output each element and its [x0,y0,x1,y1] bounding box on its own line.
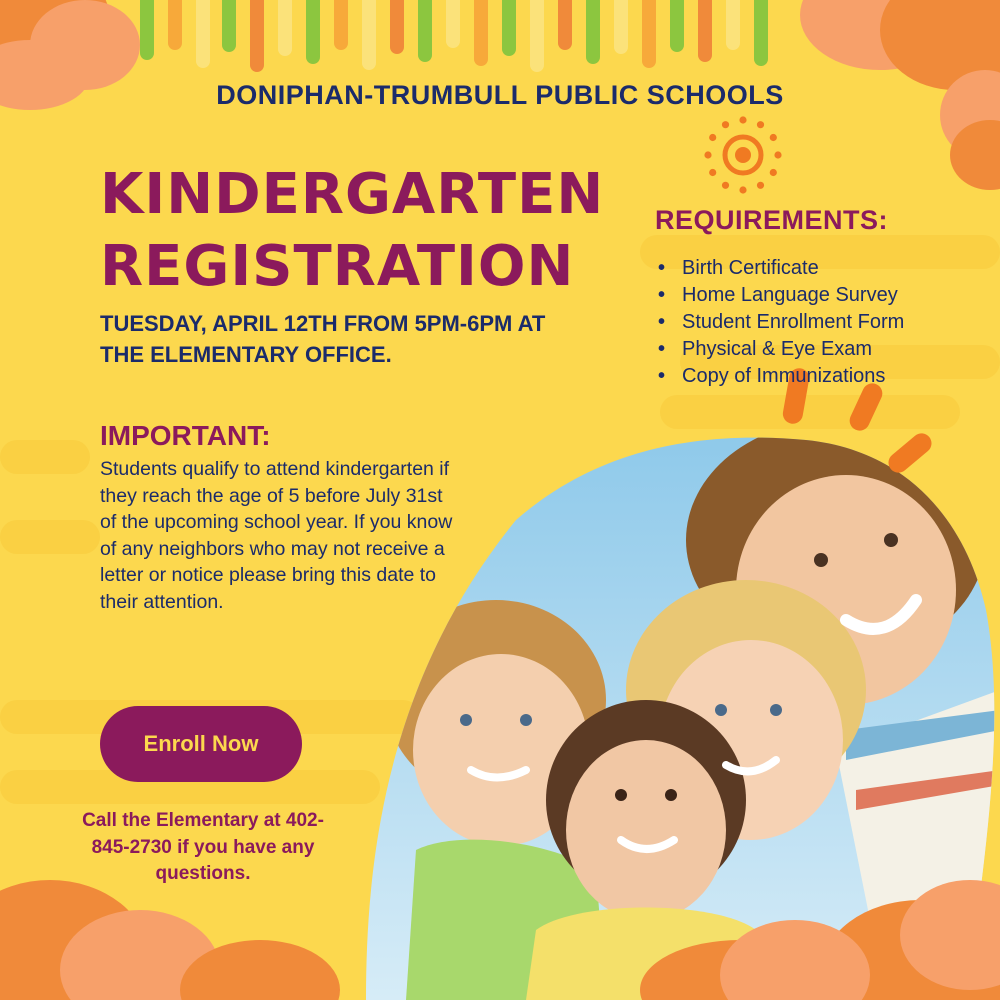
requirement-item: • Home Language Survey [658,284,898,306]
requirement-item: • Copy of Immunizations [658,365,886,387]
event-details: TUESDAY, APRIL 12TH FROM 5PM-6PM AT THE ELEMENTARY OFFICE. [100,311,546,367]
contact-text: Call the Elementary at 402-845-2730 if you have any questions. [82,810,324,884]
requirements-heading: REQUIREMENTS: [655,205,889,235]
concentric-sun-icon [702,114,784,196]
requirement-item: • Birth Certificate [658,257,819,279]
title-line-1: KINDERGARTEN [100,162,605,227]
important-text: Students qualify to attend kindergarten if they reach the age of 5 before July 31st of the upcoming school year. If you know of any neighbors who may not receive a letter or notice please bring this date to their attention. [100,458,453,613]
requirements-list [658,255,904,390]
school-name: DONIPHAN-TRUMBULL PUBLIC SCHOOLS [216,80,784,110]
enroll-now-button[interactable]: Enroll Now [100,706,302,782]
title-line-2: REGISTRATION [100,234,575,299]
important-heading: IMPORTANT: [100,420,271,451]
requirement-item: • Student Enrollment Form [658,311,905,333]
requirement-item: • Physical & Eye Exam [658,338,873,360]
